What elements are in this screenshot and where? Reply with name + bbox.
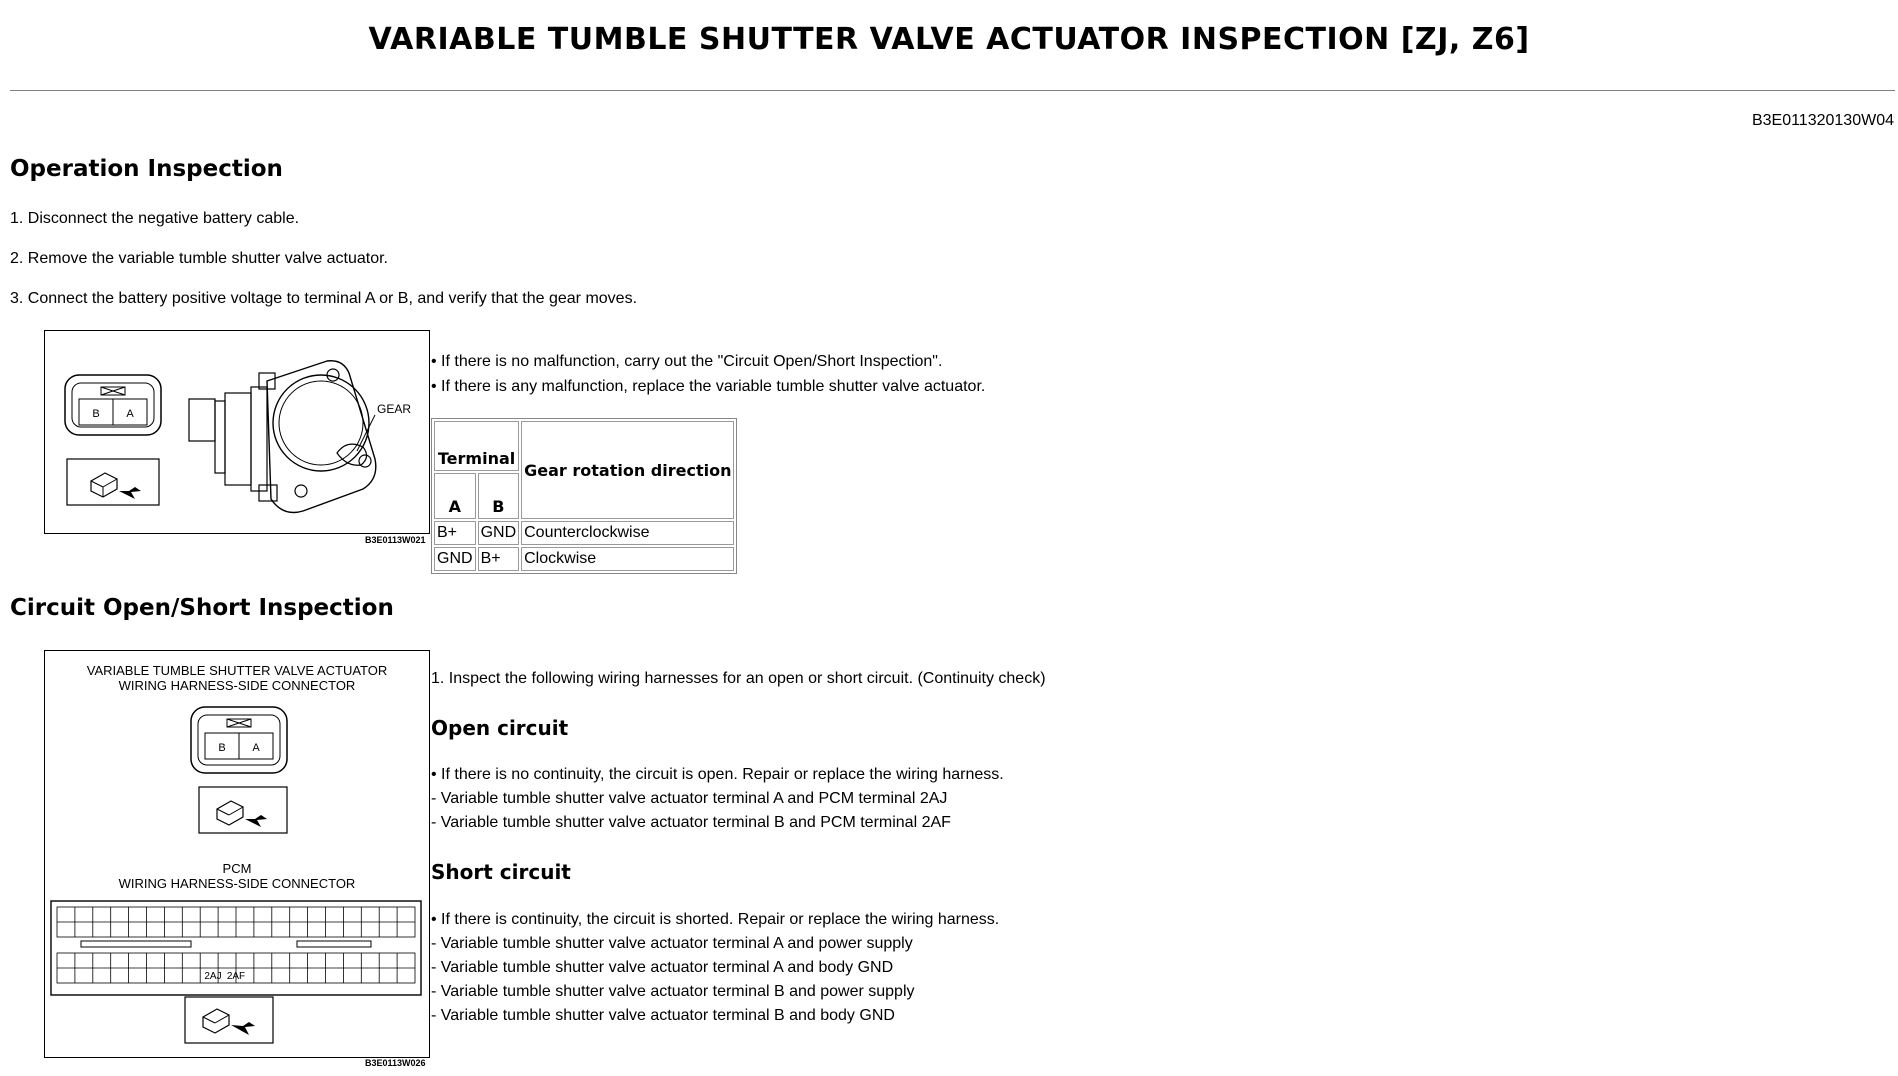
operation-step-1: 1. Disconnect the negative battery cable.: [10, 210, 300, 227]
pcm-pin-2af-label: 2AF: [226, 971, 246, 982]
actuator-gear-diagram: [45, 331, 429, 533]
terminal-b-header: B: [478, 473, 520, 519]
document-id: B3E011320130W04: [1751, 112, 1894, 129]
wiring-connector-diagram: [45, 651, 429, 1057]
circuit-step-1: 1. Inspect the following wiring harnesses for an open or short circuit. (Continuity check): [431, 670, 1046, 687]
table-row: [434, 547, 734, 571]
figure-code-operation: B3E0113W021: [365, 535, 426, 545]
connector-terminal-a-label: A: [126, 408, 134, 420]
open-circuit-line: - Variable tumble shutter valve actuator terminal A and PCM terminal 2AJ: [431, 790, 948, 807]
short-circuit-line: • If there is continuity, the circuit is shorted. Repair or replace the wiring harness.: [431, 911, 1000, 928]
actuator-connector-label-1: VARIABLE TUMBLE SHUTTER VALVE ACTUATOR: [86, 663, 388, 678]
open-circuit-line: - Variable tumble shutter valve actuator terminal B and PCM terminal 2AF: [431, 814, 951, 831]
pcm-connector-label-1: PCM: [222, 861, 252, 876]
terminal-a-cell: B+: [434, 521, 476, 545]
pcm-pin-2aj-label: 2AJ: [204, 971, 222, 982]
harness-terminal-a-label: A: [252, 742, 260, 754]
title-divider: [10, 90, 1895, 91]
short-circuit-line: - Variable tumble shutter valve actuator terminal A and body GND: [431, 959, 894, 976]
page-title: VARIABLE TUMBLE SHUTTER VALVE ACTUATOR INSPECTION [ZJ, Z6]: [368, 22, 1530, 57]
short-circuit-line: - Variable tumble shutter valve actuator terminal B and body GND: [431, 1007, 895, 1024]
operation-step-2: 2. Remove the variable tumble shutter valve actuator.: [10, 250, 388, 267]
table-row: [434, 521, 734, 545]
terminal-a-cell: GND: [434, 547, 476, 571]
gear-label: GEAR: [377, 402, 412, 416]
actuator-gear-figure: [44, 330, 430, 534]
open-circuit-line: • If there is no continuity, the circuit is open. Repair or replace the wiring harness.: [431, 766, 1004, 783]
direction-cell: Counterclockwise: [521, 521, 734, 545]
harness-terminal-b-label: B: [218, 742, 226, 754]
operation-bullet-no-malfunction: • If there is no malfunction, carry out the "Circuit Open/Short Inspection".: [431, 353, 943, 370]
gear-rotation-table: [431, 418, 737, 574]
terminal-a-header: A: [434, 473, 476, 519]
circuit-inspection-heading: Circuit Open/Short Inspection: [10, 595, 394, 621]
direction-cell: Clockwise: [521, 547, 734, 571]
terminal-b-cell: GND: [478, 521, 520, 545]
operation-inspection-heading: Operation Inspection: [10, 156, 283, 182]
actuator-connector-label-2: WIRING HARNESS-SIDE CONNECTOR: [118, 678, 356, 693]
short-circuit-line: - Variable tumble shutter valve actuator terminal B and power supply: [431, 983, 915, 1000]
figure-code-circuit: B3E0113W026: [365, 1058, 426, 1068]
pcm-pin-grid-top: [57, 907, 415, 937]
short-circuit-heading: Short circuit: [431, 860, 571, 884]
connector-terminal-b-label: B: [92, 408, 100, 420]
gear-rotation-direction-header: Gear rotation direction: [521, 421, 734, 519]
open-circuit-heading: Open circuit: [431, 716, 569, 740]
pcm-connector-label-2: WIRING HARNESS-SIDE CONNECTOR: [118, 876, 356, 891]
short-circuit-line: - Variable tumble shutter valve actuator terminal A and power supply: [431, 935, 913, 952]
terminal-b-cell: B+: [478, 547, 520, 571]
connector-view-icon: [203, 1009, 255, 1035]
wiring-connector-figure: [44, 650, 430, 1058]
operation-bullet-malfunction: • If there is any malfunction, replace the variable tumble shutter valve actuator.: [431, 378, 986, 395]
connector-view-icon: [217, 801, 267, 827]
operation-step-3: 3. Connect the battery positive voltage to terminal A or B, and verify that the gear moves.: [10, 290, 638, 307]
connector-view-icon: [91, 473, 141, 499]
terminal-header: Terminal: [434, 421, 519, 471]
